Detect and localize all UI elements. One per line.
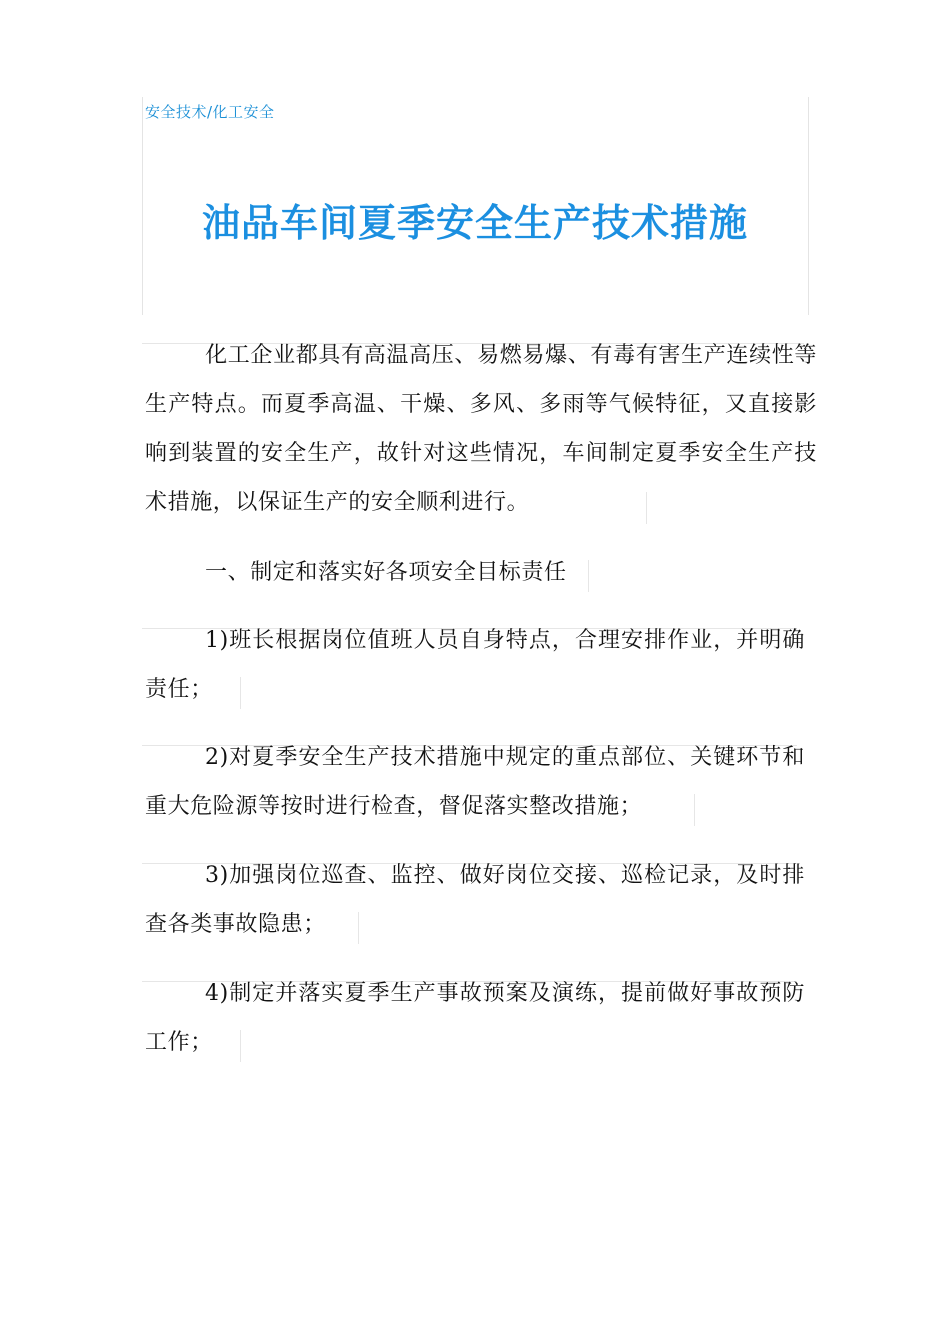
list-item-text: 2)对夏季安全生产技术措施中规定的重点部位、关键环节和重大危险源等按时进行检查，督促落实整改措施； [145,745,805,819]
list-item-1 [145,616,805,714]
paragraph-text: 化工企业都具有高温高压、易燃易爆、有毒有害生产连续性等生产特点。而夏季高温、干燥、多风、多雨等气候特征，又直接影响到装置的安全生产，故针对这些情况，车间制定夏季安全生产技术措施，以保证生产的安全顺利进行。 [145,343,817,515]
list-item-2 [145,733,805,831]
list-item-4 [145,969,805,1067]
list-item-text: 3)加强岗位巡查、监控、做好岗位交接、巡检记录，及时排查各类事故隐患； [145,863,805,937]
document-title: 油品车间夏季安全生产技术措施 [201,201,748,245]
category-label: 安全技术/化工安全 [145,103,275,121]
list-item-3 [145,851,805,949]
list-item-text: 4)制定并落实夏季生产事故预案及演练，提前做好事故预防工作； [145,981,805,1055]
list-item-text: 1)班长根据岗位值班人员自身特点，合理安排作业，并明确责任； [145,628,805,702]
section-heading [145,548,817,597]
paragraph-intro [145,331,817,527]
heading-text: 一、制定和落实好各项安全目标责任 [205,560,567,585]
